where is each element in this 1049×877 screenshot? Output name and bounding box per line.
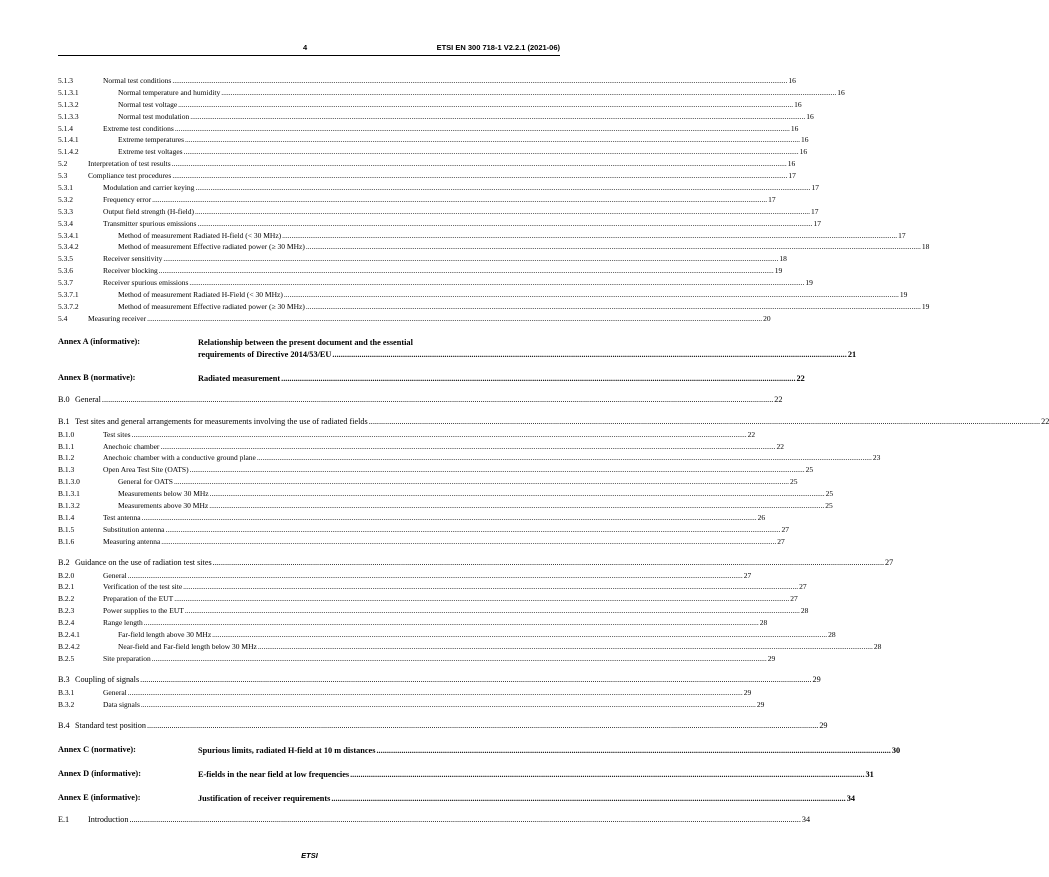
toc-number: B.4 <box>58 720 70 730</box>
toc-number: B.1.3.1 <box>58 489 80 499</box>
toc-page: 25 <box>825 489 834 499</box>
toc-number: 5.3.7 <box>58 278 73 288</box>
toc-number: 5.1.3 <box>58 75 73 85</box>
annex-c-entry[interactable] <box>58 744 901 757</box>
toc-title: Frequency error <box>103 194 152 204</box>
toc-title: Coupling of signals <box>75 674 140 684</box>
toc-page: 22 <box>1041 416 1049 426</box>
toc-page: 17 <box>768 194 776 204</box>
toc-title: Anechoic chamber with a conductive ground plane <box>103 453 256 463</box>
annex-c-label: Annex C (normative): <box>58 744 136 754</box>
toc-page: 16 <box>806 111 814 121</box>
annex-c-page: 30 <box>891 745 901 755</box>
toc-title: Normal test modulation <box>118 111 190 121</box>
toc-page: 19 <box>774 266 783 276</box>
toc-entry[interactable] <box>58 524 789 536</box>
toc-section-b3 <box>58 687 765 711</box>
toc-entry[interactable] <box>58 452 881 464</box>
toc-page: 27 <box>743 570 752 580</box>
toc-entry[interactable] <box>58 582 807 594</box>
annex-a-title-line2: requirements of Directive 2014/53/EU <box>198 349 332 359</box>
toc-title: Introduction <box>88 814 129 824</box>
toc-title: Measurements above 30 MHz <box>118 501 209 511</box>
toc-number: B.2.4 <box>58 618 75 628</box>
toc-entry[interactable] <box>58 441 784 453</box>
toc-entry[interactable] <box>58 134 809 146</box>
toc-title: Site preparation <box>103 653 151 663</box>
toc-page: 18 <box>779 254 787 264</box>
toc-title: Receiver spurious emissions <box>103 278 189 288</box>
toc-title: Guidance on the use of radiation test sites <box>75 557 212 567</box>
toc-title: Measurements below 30 MHz <box>118 489 209 499</box>
toc-number: B.1.5 <box>58 524 75 534</box>
toc-page: 16 <box>799 147 808 157</box>
toc-page: 16 <box>794 99 802 109</box>
toc-entry[interactable] <box>58 75 796 87</box>
annex-e-entry[interactable] <box>58 792 856 805</box>
annex-d-page: 31 <box>865 769 874 779</box>
toc-page: 22 <box>747 429 756 439</box>
document-reference: ETSI EN 300 718-1 V2.2.1 (2021-06) <box>436 43 560 52</box>
toc-title: Data signals <box>103 699 140 709</box>
toc-entry[interactable] <box>58 641 882 653</box>
toc-title: Modulation and carrier keying <box>103 183 195 192</box>
toc-number: E.1 <box>58 814 70 824</box>
toc-title: Open Area Test Site (OATS) <box>103 465 189 475</box>
toc-number: B.1 <box>58 416 70 426</box>
toc-number: 5.2 <box>58 159 68 169</box>
toc-page: 28 <box>759 618 768 628</box>
toc-entry[interactable] <box>58 182 819 194</box>
toc-number: B.2.0 <box>58 570 75 580</box>
toc-entry[interactable] <box>58 500 833 512</box>
toc-entry[interactable] <box>58 253 787 265</box>
toc-entry[interactable] <box>58 218 821 230</box>
annex-d-entry[interactable] <box>58 768 874 781</box>
toc-entry[interactable] <box>58 605 809 617</box>
toc-title: Interpretation of test results <box>88 159 171 169</box>
toc-title: Extreme temperatures <box>118 135 185 145</box>
toc-entry[interactable] <box>58 289 908 301</box>
toc-page: 27 <box>781 524 789 534</box>
toc-entry[interactable] <box>58 277 813 289</box>
toc-entry[interactable] <box>58 653 776 665</box>
toc-page: 25 <box>805 465 814 475</box>
toc-title: General for OATS <box>118 477 173 487</box>
toc-title: Standard test position <box>75 720 146 730</box>
toc-number: B.2.1 <box>58 582 75 592</box>
annex-c-title: Spurious limits, radiated H-field at 10 m distances <box>198 745 376 755</box>
toc-title: Output field strength (H-field) <box>103 206 195 216</box>
toc-title: Transmitter spurious emissions <box>103 218 197 228</box>
annex-d-label: Annex D (informative): <box>58 768 141 778</box>
toc-entry[interactable] <box>58 146 808 158</box>
annex-e-title: Justification of receiver requirements <box>198 793 331 803</box>
toc-title: Anechoic chamber <box>103 441 160 451</box>
toc-entry[interactable] <box>58 123 799 135</box>
toc-number: 5.1.4.2 <box>58 147 79 157</box>
toc-page: 22 <box>774 394 783 404</box>
toc-title: Preparation of the EUT <box>103 594 174 604</box>
toc-page: 17 <box>811 206 819 216</box>
toc-page: 16 <box>788 75 796 85</box>
toc-title: Test sites and general arrangements for measurements involving the use of radiated fields <box>75 416 368 426</box>
toc-page: 27 <box>777 536 785 546</box>
toc-entry[interactable] <box>58 617 768 629</box>
toc-title: General <box>75 394 101 404</box>
toc-entry-b3[interactable] <box>58 673 821 687</box>
toc-page: 29 <box>819 720 828 730</box>
annex-e-page: 34 <box>846 793 856 803</box>
toc-entry[interactable] <box>58 158 796 170</box>
toc-entry[interactable] <box>58 230 906 242</box>
toc-section-b1 <box>58 429 881 548</box>
toc-entry-b0[interactable] <box>58 393 783 407</box>
toc-number: B.2.2 <box>58 594 75 604</box>
annex-e-label: Annex E (informative): <box>58 792 141 802</box>
toc-number: B.1.2 <box>58 453 75 463</box>
toc-title: Substitution antenna <box>103 524 165 534</box>
toc-entry[interactable] <box>58 87 845 99</box>
toc-section-b2 <box>58 570 882 665</box>
toc-entry-e1[interactable] <box>58 813 811 827</box>
toc-title: Test sites <box>103 429 131 439</box>
toc-entry[interactable] <box>58 265 783 277</box>
toc-number: 5.3.7.2 <box>58 301 79 311</box>
toc-entry[interactable] <box>58 170 796 182</box>
toc-number: B.1.3.0 <box>58 477 80 487</box>
toc-number: 5.3.4.2 <box>58 242 79 252</box>
toc-page: 25 <box>825 501 833 511</box>
toc-entry[interactable] <box>58 429 756 441</box>
toc-page: 27 <box>799 582 807 592</box>
toc-entry[interactable] <box>58 629 836 641</box>
toc-title: Test antenna <box>103 512 141 522</box>
toc-title: Receiver sensitivity <box>103 254 163 264</box>
toc-page: 16 <box>787 159 796 169</box>
toc-title: Method of measurement Effective radiated power (≥ 30 MHz) <box>118 301 305 311</box>
toc-entry-b4[interactable] <box>58 719 828 733</box>
toc-number: 5.3.7.1 <box>58 290 79 300</box>
toc-entry[interactable] <box>58 687 752 699</box>
toc-title: Normal test conditions <box>103 75 172 85</box>
toc-title: Near-field and Far-field length below 30 MHz <box>118 641 257 651</box>
toc-title: Power supplies to the EUT <box>103 606 184 616</box>
toc-page: 29 <box>756 699 765 709</box>
toc-page: 26 <box>757 512 766 522</box>
toc-page: 19 <box>921 301 930 311</box>
toc-number: B.1.1 <box>58 441 75 451</box>
toc-page: 28 <box>873 641 882 651</box>
toc-entry-b2[interactable] <box>58 556 894 570</box>
toc-page: 17 <box>811 183 819 192</box>
toc-page: 17 <box>898 230 906 240</box>
toc-entry[interactable] <box>58 301 930 313</box>
toc-title: General <box>103 687 127 697</box>
footer-etsi: ETSI <box>301 851 318 860</box>
toc-entry[interactable] <box>58 241 930 253</box>
toc-title: Receiver blocking <box>103 266 158 276</box>
toc-number: B.1.0 <box>58 429 75 439</box>
toc-page: 17 <box>788 171 796 181</box>
toc-page: 16 <box>837 87 845 97</box>
annex-b-page: 22 <box>796 373 805 383</box>
toc-number: 5.3.6 <box>58 266 73 276</box>
annex-b-title: Radiated measurement <box>198 373 281 383</box>
toc-number: 5.4 <box>58 313 68 323</box>
toc-number: B.2.4.1 <box>58 630 80 640</box>
toc-page: 34 <box>801 814 811 824</box>
toc-title: Compliance test procedures <box>88 171 172 181</box>
toc-entry[interactable] <box>58 194 776 206</box>
toc-number: 5.3.4.1 <box>58 230 79 240</box>
toc-page: 29 <box>743 687 752 697</box>
toc-number: B.1.3 <box>58 465 75 475</box>
toc-page: 19 <box>899 290 908 300</box>
table-of-contents <box>58 75 1049 827</box>
toc-entry[interactable] <box>58 593 798 605</box>
toc-page: 20 <box>763 313 771 323</box>
toc-number: 5.3.1 <box>58 183 73 192</box>
toc-entry[interactable] <box>58 476 798 488</box>
toc-entry[interactable] <box>58 313 771 325</box>
toc-title: Extreme test conditions <box>103 123 174 133</box>
toc-section-5 <box>58 75 930 325</box>
toc-title: Method of measurement Effective radiated power (≥ 30 MHz) <box>118 242 305 252</box>
toc-number: B.3.1 <box>58 687 75 697</box>
toc-page: 16 <box>801 135 809 145</box>
toc-number: B.1.3.2 <box>58 501 80 511</box>
toc-number: 5.1.3.2 <box>58 99 79 109</box>
toc-title: Method of measurement Radiated H-Field (< 30 MHz) <box>118 290 283 300</box>
toc-number: B.2.4.2 <box>58 641 80 651</box>
toc-number: 5.1.4 <box>58 123 73 133</box>
toc-page: 17 <box>813 218 821 228</box>
toc-page: 27 <box>790 594 798 604</box>
header-rule <box>58 55 560 56</box>
toc-number: B.3.2 <box>58 699 75 709</box>
toc-page: 22 <box>776 441 784 451</box>
annex-a-title-line1: Relationship between the present document and the essential <box>198 337 413 347</box>
annex-a-page: 21 <box>847 349 857 359</box>
toc-number: B.2 <box>58 557 70 567</box>
toc-page: 27 <box>885 557 894 567</box>
toc-page: 29 <box>812 674 821 684</box>
toc-entry[interactable] <box>58 111 814 123</box>
toc-title: Normal temperature and humidity <box>118 87 221 97</box>
annex-a-entry[interactable] <box>58 336 857 361</box>
toc-title: Normal test voltage <box>118 99 178 109</box>
toc-page: 25 <box>789 477 798 487</box>
toc-title: Range length <box>103 618 143 628</box>
toc-entry[interactable] <box>58 699 765 711</box>
toc-number: 5.3.2 <box>58 194 73 204</box>
toc-entry-b1[interactable] <box>58 415 1049 429</box>
toc-page: 29 <box>767 653 776 663</box>
annex-b-label: Annex B (normative): <box>58 372 136 382</box>
toc-number: B.2.5 <box>58 653 75 663</box>
toc-title: Verification of the test site <box>103 582 183 592</box>
toc-page: 23 <box>872 453 881 463</box>
toc-number: 5.1.3.1 <box>58 87 79 97</box>
toc-entry[interactable] <box>58 206 819 218</box>
toc-page: 28 <box>828 630 836 640</box>
annex-a-label: Annex A (informative): <box>58 336 141 346</box>
toc-page: 19 <box>805 278 813 288</box>
toc-number: 5.3.5 <box>58 254 73 264</box>
toc-number: 5.1.4.1 <box>58 135 79 145</box>
toc-number: 5.3.3 <box>58 206 73 216</box>
annex-b-entry[interactable] <box>58 372 805 385</box>
toc-number: B.1.6 <box>58 536 75 546</box>
toc-title: Method of measurement Radiated H-field (< 30 MHz) <box>118 230 282 240</box>
toc-entry[interactable] <box>58 488 834 500</box>
toc-number: B.1.4 <box>58 512 75 522</box>
toc-number: 5.1.3.3 <box>58 111 79 121</box>
toc-entry[interactable] <box>58 464 814 476</box>
toc-number: B.0 <box>58 394 70 404</box>
toc-title: Extreme test voltages <box>118 147 183 157</box>
toc-entry[interactable] <box>58 536 785 548</box>
toc-page: 16 <box>790 123 799 133</box>
toc-number: B.3 <box>58 674 70 684</box>
toc-entry[interactable] <box>58 99 802 111</box>
toc-page: 18 <box>921 242 930 252</box>
page-number: 4 <box>303 43 308 52</box>
toc-title: Measuring receiver <box>88 313 147 323</box>
toc-page: 28 <box>800 606 809 616</box>
annex-d-title: E-fields in the near field at low frequencies <box>198 769 350 779</box>
toc-number: 5.3.4 <box>58 218 73 228</box>
toc-title: Far-field length above 30 MHz <box>118 630 212 640</box>
toc-number: B.2.3 <box>58 606 75 616</box>
toc-entry[interactable] <box>58 570 752 582</box>
toc-number: 5.3 <box>58 171 68 181</box>
toc-title: General <box>103 570 127 580</box>
toc-title: Measuring antenna <box>103 536 161 546</box>
toc-entry[interactable] <box>58 512 766 524</box>
